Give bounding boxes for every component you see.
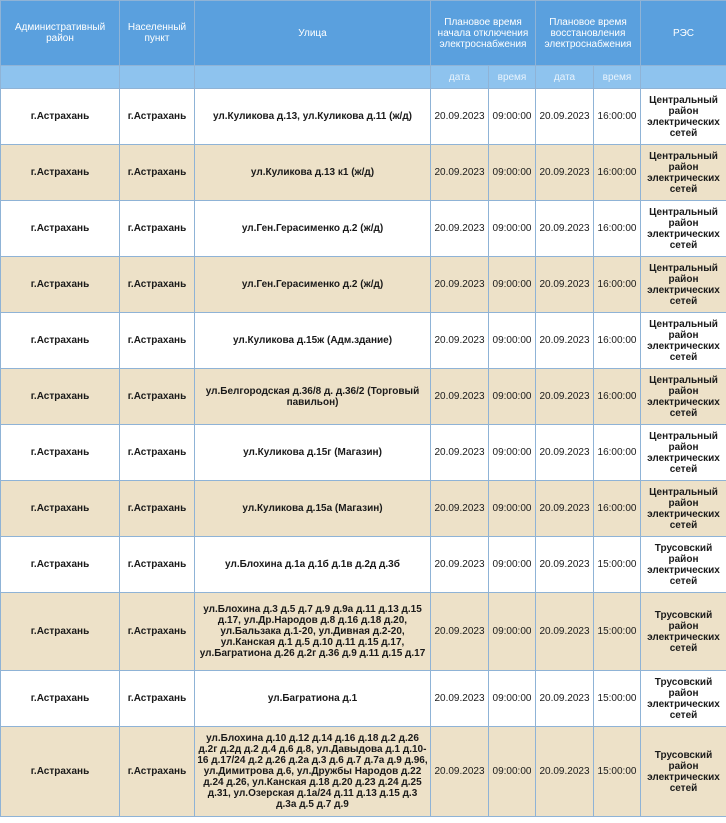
cell-locality: г.Астрахань [120, 257, 195, 313]
header-district: Административный район [1, 1, 120, 66]
cell-district: г.Астрахань [1, 593, 120, 671]
cell-res: Центральный район электрических сетей [641, 425, 726, 481]
cell-locality: г.Астрахань [120, 481, 195, 537]
cell-on-time: 16:00:00 [594, 481, 641, 537]
cell-street: ул.Блохина д.1а д.1б д.1в д.2д д.3б [195, 537, 431, 593]
cell-off-date: 20.09.2023 [431, 537, 489, 593]
cell-street: ул.Куликова д.13 к1 (ж/д) [195, 145, 431, 201]
cell-off-time: 09:00:00 [489, 593, 536, 671]
cell-on-date: 20.09.2023 [536, 369, 594, 425]
cell-locality: г.Астрахань [120, 201, 195, 257]
cell-street: ул.Ген.Герасименко д.2 (ж/д) [195, 257, 431, 313]
cell-res: Трусовский район электрических сетей [641, 727, 726, 817]
cell-on-date: 20.09.2023 [536, 257, 594, 313]
cell-res: Трусовский район электрических сетей [641, 537, 726, 593]
cell-res: Центральный район электрических сетей [641, 257, 726, 313]
cell-off-time: 09:00:00 [489, 425, 536, 481]
cell-on-time: 15:00:00 [594, 537, 641, 593]
subheader-off-date: дата [431, 66, 489, 89]
cell-on-date: 20.09.2023 [536, 671, 594, 727]
cell-locality: г.Астрахань [120, 313, 195, 369]
cell-off-time: 09:00:00 [489, 313, 536, 369]
cell-street: ул.Багратиона д.1 [195, 671, 431, 727]
cell-res: Центральный район электрических сетей [641, 313, 726, 369]
cell-district: г.Астрахань [1, 537, 120, 593]
cell-on-time: 16:00:00 [594, 89, 641, 145]
cell-on-time: 16:00:00 [594, 313, 641, 369]
cell-district: г.Астрахань [1, 481, 120, 537]
cell-street: ул.Куликова д.15г (Магазин) [195, 425, 431, 481]
cell-district: г.Астрахань [1, 257, 120, 313]
cell-on-time: 16:00:00 [594, 145, 641, 201]
cell-on-time: 16:00:00 [594, 201, 641, 257]
cell-on-time: 15:00:00 [594, 593, 641, 671]
cell-res: Центральный район электрических сетей [641, 481, 726, 537]
cell-locality: г.Астрахань [120, 593, 195, 671]
cell-off-date: 20.09.2023 [431, 593, 489, 671]
cell-street: ул.Ген.Герасименко д.2 (ж/д) [195, 201, 431, 257]
cell-on-date: 20.09.2023 [536, 425, 594, 481]
cell-district: г.Астрахань [1, 145, 120, 201]
table-row [1, 145, 726, 201]
cell-off-time: 09:00:00 [489, 671, 536, 727]
cell-district: г.Астрахань [1, 201, 120, 257]
cell-on-date: 20.09.2023 [536, 481, 594, 537]
table-row [1, 257, 726, 313]
cell-on-time: 15:00:00 [594, 671, 641, 727]
cell-off-time: 09:00:00 [489, 369, 536, 425]
table-row [1, 481, 726, 537]
cell-on-date: 20.09.2023 [536, 145, 594, 201]
cell-street: ул.Куликова д.15а (Магазин) [195, 481, 431, 537]
cell-res: Центральный район электрических сетей [641, 145, 726, 201]
table-row [1, 369, 726, 425]
cell-off-time: 09:00:00 [489, 481, 536, 537]
cell-off-date: 20.09.2023 [431, 313, 489, 369]
cell-locality: г.Астрахань [120, 537, 195, 593]
cell-res: Центральный район электрических сетей [641, 89, 726, 145]
cell-street: ул.Блохина д.3 д.5 д.7 д.9 д.9а д.11 д.13 д.15 д.17, ул.Др.Народов д.8 д.16 д.18 д.20, ул.Бальзака д.1-20, ул.Дивная д.2-20, ул.Канская д.1 д.5 д.10 д.11 д.15 д.17, ул.Багратиона д.26 д.2г д.36 д.9 д.11 д.15 д.17 [195, 593, 431, 671]
header-res: РЭС [641, 1, 726, 66]
table-row [1, 89, 726, 145]
cell-locality: г.Астрахань [120, 89, 195, 145]
cell-off-time: 09:00:00 [489, 727, 536, 817]
header-locality: Населенный пункт [120, 1, 195, 66]
table-row [1, 313, 726, 369]
header-row [1, 1, 726, 66]
cell-locality: г.Астрахань [120, 671, 195, 727]
cell-district: г.Астрахань [1, 727, 120, 817]
cell-off-date: 20.09.2023 [431, 369, 489, 425]
cell-locality: г.Астрахань [120, 425, 195, 481]
cell-off-time: 09:00:00 [489, 89, 536, 145]
cell-off-date: 20.09.2023 [431, 671, 489, 727]
cell-off-date: 20.09.2023 [431, 257, 489, 313]
cell-on-time: 16:00:00 [594, 369, 641, 425]
cell-street: ул.Белгородская д.36/8 д. д.36/2 (Торговый павильон) [195, 369, 431, 425]
cell-off-date: 20.09.2023 [431, 481, 489, 537]
subheader-on-date: дата [536, 66, 594, 89]
cell-on-date: 20.09.2023 [536, 537, 594, 593]
cell-on-date: 20.09.2023 [536, 313, 594, 369]
table-row [1, 425, 726, 481]
cell-district: г.Астрахань [1, 425, 120, 481]
table-row [1, 671, 726, 727]
cell-locality: г.Астрахань [120, 727, 195, 817]
cell-on-date: 20.09.2023 [536, 89, 594, 145]
subheader-empty [195, 66, 431, 89]
cell-res: Трусовский район электрических сетей [641, 671, 726, 727]
table-row [1, 593, 726, 671]
cell-off-date: 20.09.2023 [431, 201, 489, 257]
cell-on-time: 16:00:00 [594, 257, 641, 313]
subheader-off-time: время [489, 66, 536, 89]
cell-off-time: 09:00:00 [489, 201, 536, 257]
table-row [1, 537, 726, 593]
table-row [1, 201, 726, 257]
cell-district: г.Астрахань [1, 313, 120, 369]
table-body [1, 89, 726, 817]
cell-district: г.Астрахань [1, 369, 120, 425]
cell-on-date: 20.09.2023 [536, 727, 594, 817]
header-off-time: Плановое время начала отключения электроснабжения [431, 1, 536, 66]
cell-district: г.Астрахань [1, 671, 120, 727]
header-on-time: Плановое время восстановления электроснабжения [536, 1, 641, 66]
cell-res: Центральный район электрических сетей [641, 369, 726, 425]
cell-off-date: 20.09.2023 [431, 727, 489, 817]
subheader-on-time: время [594, 66, 641, 89]
cell-street: ул.Блохина д.10 д.12 д.14 д.16 д.18 д.2 д.26 д.2г д.2д д.2 д.4 д.6 д.8, ул.Давыдова д.1 д.10-16 д.17/24 д.2 д.26 д.2а д.3 д.6 д.7 д.7а д.9 д.96, ул.Димитрова д.6, ул.Дружбы Народов д.22 д.24 д.26, ул.Канская д.18 д.20 д.23 д.24 д.25 д.31, ул.Озерская д.1а/24 д.11 д.13 д.15 д.3 д.3а д.5 д.7 д.9 [195, 727, 431, 817]
cell-res: Трусовский район электрических сетей [641, 593, 726, 671]
cell-street: ул.Куликова д.13, ул.Куликова д.11 (ж/д) [195, 89, 431, 145]
cell-res: Центральный район электрических сетей [641, 201, 726, 257]
cell-off-date: 20.09.2023 [431, 425, 489, 481]
cell-street: ул.Куликова д.15ж (Адм.здание) [195, 313, 431, 369]
cell-off-date: 20.09.2023 [431, 145, 489, 201]
header-street: Улица [195, 1, 431, 66]
subheader-empty [641, 66, 726, 89]
cell-on-date: 20.09.2023 [536, 201, 594, 257]
cell-on-time: 15:00:00 [594, 727, 641, 817]
cell-locality: г.Астрахань [120, 145, 195, 201]
subheader-row [1, 66, 726, 89]
cell-off-time: 09:00:00 [489, 145, 536, 201]
subheader-empty [1, 66, 120, 89]
cell-locality: г.Астрахань [120, 369, 195, 425]
subheader-empty [120, 66, 195, 89]
table-row [1, 727, 726, 817]
cell-off-time: 09:00:00 [489, 257, 536, 313]
cell-on-time: 16:00:00 [594, 425, 641, 481]
cell-off-time: 09:00:00 [489, 537, 536, 593]
cell-off-date: 20.09.2023 [431, 89, 489, 145]
cell-district: г.Астрахань [1, 89, 120, 145]
cell-on-date: 20.09.2023 [536, 593, 594, 671]
